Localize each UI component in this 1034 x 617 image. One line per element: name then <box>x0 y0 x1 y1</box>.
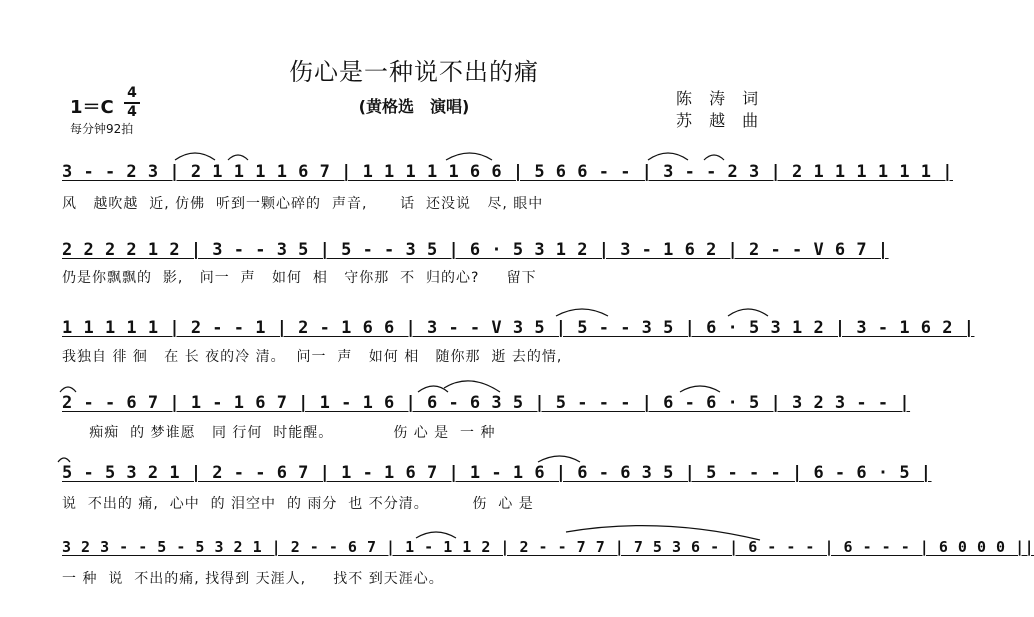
tie-mark <box>418 386 448 392</box>
tie-mark <box>446 153 492 160</box>
score-line-4-lyrics: 痴痴 的 梦谁愿 同 行何 时能醒。 伤 心 是 一 种 <box>62 425 496 441</box>
score-line-1-lyrics: 风 越吹越 近, 仿佛 听到一颗心碎的 声音, 话 还没说 尽, 眼中 <box>62 196 544 212</box>
tie-mark <box>175 153 215 160</box>
score-line-3-notes: 1 1 1 1 1 | 2 - - 1 | 2 - 1 6 6 | 3 - - V 3 5 | 5 - - 3 5 | 6 · 5 3 1 2 | 3 - 1 6 2 | <box>62 318 975 338</box>
tie-mark <box>556 309 608 316</box>
time-denominator: 4 <box>127 104 137 120</box>
score-line-2-notes: 2 2 2 2 1 2 | 3 - - 3 5 | 5 - - 3 5 | 6 · 5 3 1 2 | 3 - 1 6 2 | 2 - - V 6 7 | <box>62 240 889 260</box>
tie-mark <box>58 458 70 462</box>
tie-mark <box>728 309 768 316</box>
time-numerator: 4 <box>127 85 137 101</box>
tie-mark <box>680 386 720 392</box>
score-line-2-lyrics: 仍是你飘飘的 影, 问一 声 如何 相 守你那 不 归的心? 留下 <box>62 270 537 286</box>
tie-mark <box>444 381 500 392</box>
time-signature <box>124 86 140 120</box>
tie-mark <box>704 155 724 160</box>
score-line-3-lyrics: 我独自 徘 徊 在 长 夜的冷 清。 问一 声 如何 相 随你那 逝 去的情, <box>62 349 563 365</box>
composer-credit: 苏 越 曲 <box>676 111 765 130</box>
tie-mark <box>60 387 76 392</box>
key-signature: 1＝C <box>70 97 114 118</box>
tie-mark <box>538 456 580 462</box>
score-line-6-notes: 3 2 3 - - 5 - 5 3 2 1 | 2 - - 6 7 | 1 - 1 1 2 | 2 - - 7 7 | 7 5 3 6 - | 6 - - - | 6 - - - | 6 0 0 0 || <box>62 538 1034 556</box>
tie-mark <box>648 153 688 160</box>
score-line-6-lyrics: 一 种 说 不出的痛, 找得到 天涯人, 找不 到天涯心。 <box>62 571 444 587</box>
tie-mark <box>228 155 248 160</box>
score-line-1-notes: 3 - - 2 3 | 2 1 1 1 1 6 7 | 1 1 1 1 1 6 6 | 5 6 6 - - | 3 - - 2 3 | 2 1 1 1 1 1 1 | <box>62 162 953 182</box>
performer-subtitle: (黄格选 演唱) <box>358 97 470 116</box>
score-line-4-notes: 2 - - 6 7 | 1 - 1 6 7 | 1 - 1 6 | 6 - 6 3 5 | 5 - - - | 6 - 6 · 5 | 3 2 3 - - | <box>62 393 911 413</box>
score-line-5-lyrics: 说 不出的 痛, 心中 的 泪空中 的 雨分 也 不分清。 伤 心 是 <box>62 496 534 512</box>
lyricist-credit: 陈 涛 词 <box>676 89 765 108</box>
page-title: 伤心是一种说不出的痛 <box>289 58 539 86</box>
score-line-5-notes: 5 - 5 3 2 1 | 2 - - 6 7 | 1 - 1 6 7 | 1 - 1 6 | 6 - 6 3 5 | 5 - - - | 6 - 6 · 5 | <box>62 463 932 483</box>
tempo-marking: 每分钟92拍 <box>70 122 134 136</box>
